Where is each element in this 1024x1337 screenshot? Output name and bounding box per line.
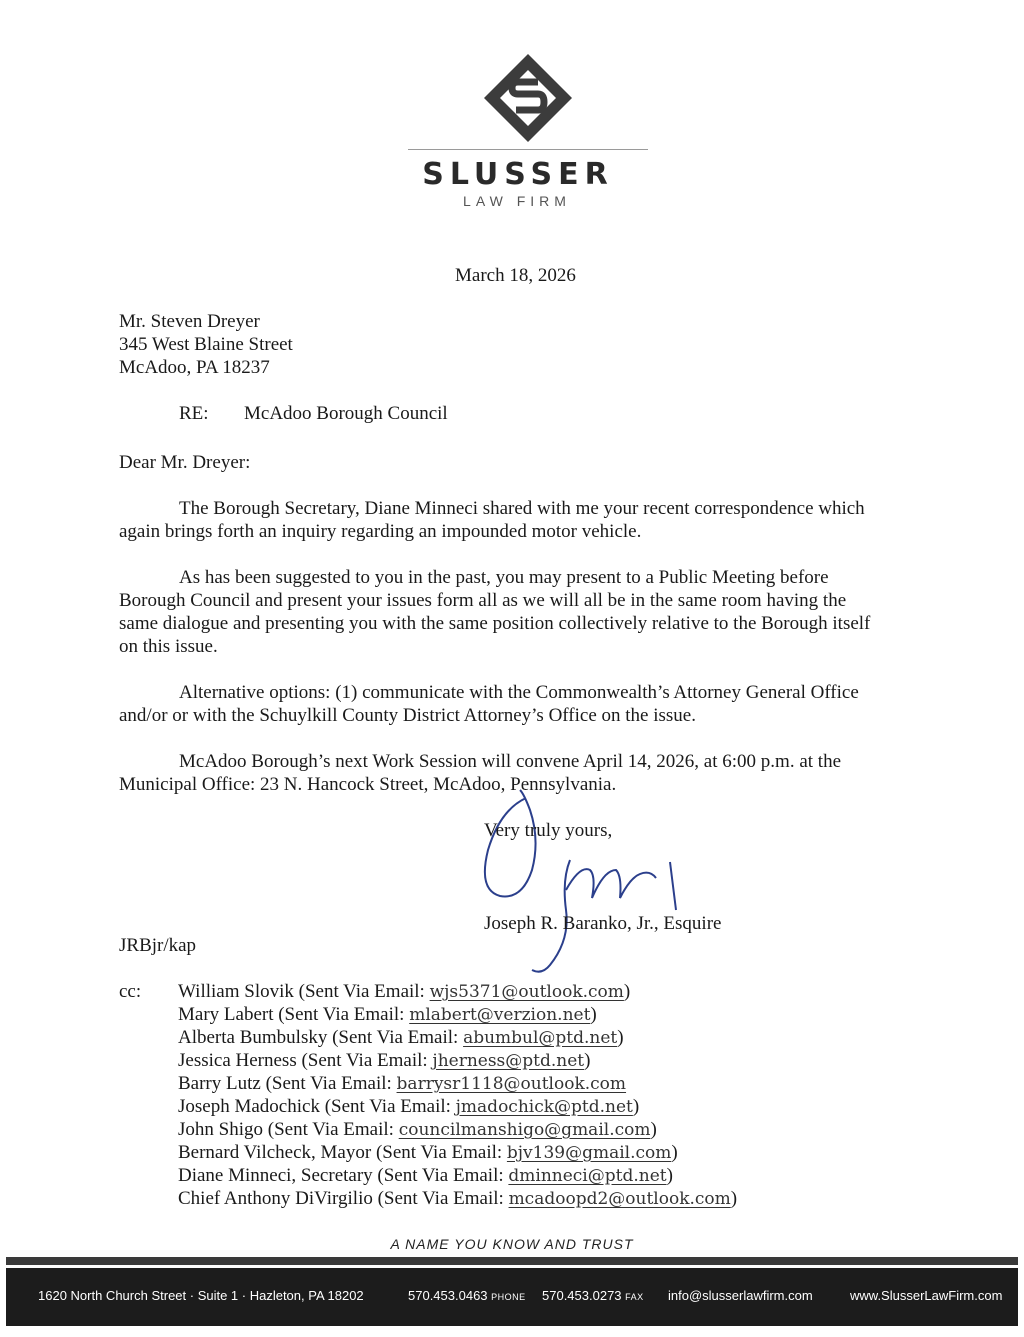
cc-entry: Diane Minneci, Secretary (Sent Via Email: dminneci@ptd.net) bbox=[178, 1165, 673, 1186]
firm-subtitle: LAW FIRM bbox=[463, 193, 571, 209]
cc-email-link[interactable]: bjv139@gmail.com bbox=[506, 1143, 672, 1163]
cc-entry: John Shigo (Sent Via Email: councilmanshigo@gmail.com) bbox=[178, 1119, 657, 1140]
cc-entry: Chief Anthony DiVirgilio (Sent Via Email: mcadoopd2@outlook.com) bbox=[178, 1188, 738, 1209]
footer-fax: 570.453.0273 FAX bbox=[542, 1288, 644, 1303]
salutation: Dear Mr. Dreyer: bbox=[119, 452, 251, 473]
recipient-city: McAdoo, PA 18237 bbox=[119, 357, 270, 378]
cc-email-link[interactable]: barrysr1118@outlook.com bbox=[396, 1074, 627, 1094]
cc-entry: William Slovik (Sent Via Email: wjs5371@outlook.com) bbox=[178, 981, 631, 1002]
body-paragraph-1: The Borough Secretary, Diane Minneci shared with me your recent correspondence which again brings forth an inquiry regarding an impounded motor vehicle. bbox=[119, 498, 865, 542]
cc-email-link[interactable]: jherness@ptd.net bbox=[432, 1051, 585, 1071]
footer-band bbox=[6, 1257, 1018, 1265]
footer-phone: 570.453.0463 PHONE bbox=[408, 1288, 526, 1303]
cc-email-link[interactable]: dminneci@ptd.net bbox=[508, 1166, 667, 1186]
footer-address: 1620 North Church Street · Suite 1 · Hazleton, PA 18202 bbox=[38, 1288, 364, 1303]
closing: Very truly yours, bbox=[484, 820, 613, 841]
cc-label: cc: bbox=[119, 981, 142, 1002]
cc-entry: Bernard Vilcheck, Mayor (Sent Via Email: bjv139@gmail.com) bbox=[178, 1142, 678, 1163]
cc-email-link[interactable]: abumbul@ptd.net bbox=[463, 1028, 618, 1048]
handwritten-signature bbox=[470, 770, 700, 980]
cc-entry: Mary Labert (Sent Via Email: mlabert@verzion.net) bbox=[178, 1004, 597, 1025]
cc-email-link[interactable]: mlabert@verzion.net bbox=[409, 1005, 591, 1025]
body-paragraph-3: Alternative options: (1) communicate with the Commonwealth’s Attorney General Office and/or or with the Schuylkill County District Attorney’s Office on the issue. bbox=[119, 682, 859, 726]
cc-entry: Joseph Madochick (Sent Via Email: jmadochick@ptd.net) bbox=[178, 1096, 640, 1117]
firm-name: SLUSSER bbox=[422, 157, 614, 192]
slusser-logo-mark-icon bbox=[482, 52, 574, 144]
signer-name: Joseph R. Baranko, Jr., Esquire bbox=[484, 913, 722, 934]
cc-email-link[interactable]: wjs5371@outlook.com bbox=[429, 982, 624, 1002]
footer-website-link[interactable]: www.SlusserLawFirm.com bbox=[850, 1288, 1003, 1303]
letter-date: March 18, 2026 bbox=[455, 265, 576, 286]
firm-tagline: A NAME YOU KNOW AND TRUST bbox=[390, 1236, 634, 1252]
cc-entry: Barry Lutz (Sent Via Email: barrysr1118@outlook.com bbox=[178, 1073, 627, 1094]
body-paragraph-4: McAdoo Borough’s next Work Session will convene April 14, 2026, at 6:00 p.m. at the Municipal Office: 23 N. Hancock Street, McAdoo, Pennsylvania. bbox=[119, 751, 842, 795]
body-paragraph-2: As has been suggested to you in the past, you may present to a Public Meeting before Borough Council and present your issues form all as we will all be in the same room having the same dialogue and presenting you with the same position collectively relative to the Borough itself on this issue. bbox=[119, 567, 871, 657]
cc-email-link[interactable]: jmadochick@ptd.net bbox=[455, 1097, 633, 1117]
initials: JRBjr/kap bbox=[119, 935, 197, 956]
recipient-street: 345 West Blaine Street bbox=[119, 334, 293, 355]
cc-email-link[interactable]: mcadoopd2@outlook.com bbox=[508, 1189, 731, 1209]
cc-entry: Jessica Herness (Sent Via Email: jherness@ptd.net) bbox=[178, 1050, 591, 1071]
recipient-name: Mr. Steven Dreyer bbox=[119, 311, 260, 332]
footer-bar bbox=[6, 1268, 1018, 1326]
re-subject: McAdoo Borough Council bbox=[244, 403, 448, 424]
cc-email-link[interactable]: councilmanshigo@gmail.com bbox=[398, 1120, 651, 1140]
footer-email-link[interactable]: info@slusserlawfirm.com bbox=[668, 1288, 813, 1303]
cc-entry: Alberta Bumbulsky (Sent Via Email: abumbul@ptd.net) bbox=[178, 1027, 624, 1048]
letterhead-rule bbox=[408, 149, 648, 150]
re-label: RE: bbox=[179, 403, 209, 424]
